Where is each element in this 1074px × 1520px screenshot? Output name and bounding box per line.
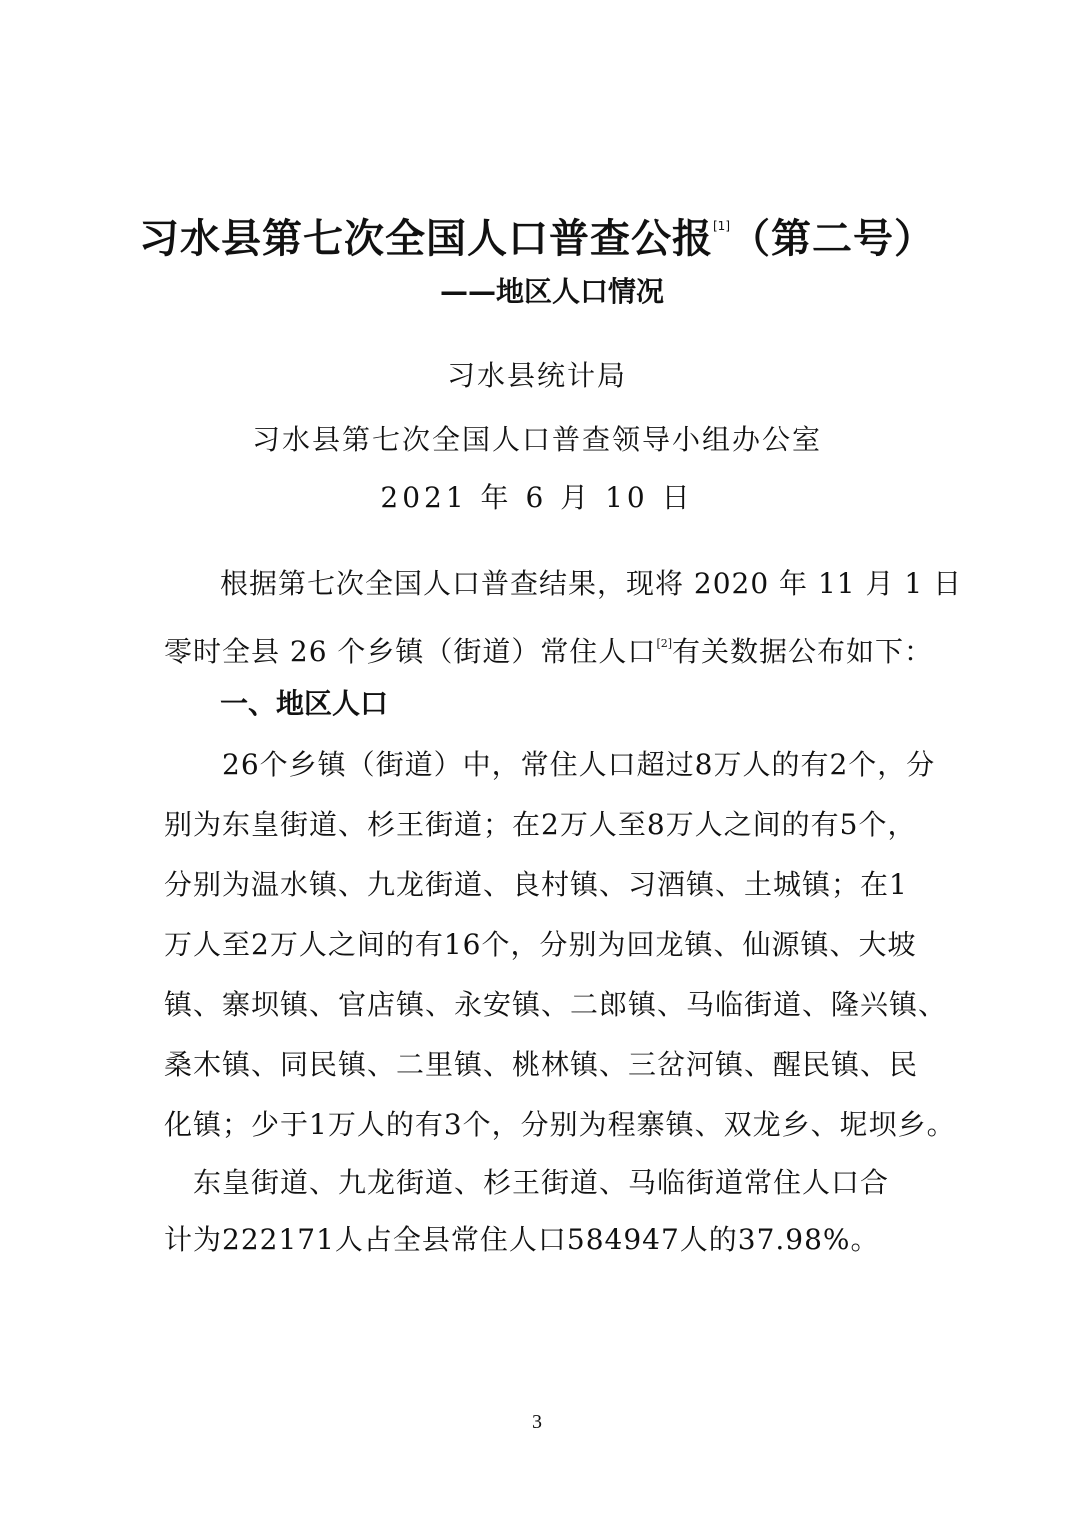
- title-text: 习水县第七次全国人口普查公报: [139, 216, 713, 262]
- section-heading: 一、地区人口: [220, 687, 389, 720]
- intro-line-2-a: 零时全县 26 个乡镇（街道）常住人口: [164, 635, 657, 668]
- document-subtitle: ——地区人口情况: [440, 275, 665, 308]
- page-number: 3: [532, 1411, 542, 1433]
- issuer-office: 习水县第七次全国人口普查领导小组办公室: [251, 423, 822, 456]
- publish-date: 2021 年 6 月 10 日: [380, 481, 694, 514]
- para1-line: 镇、寨坝镇、官店镇、永安镇、二郎镇、马临街道、隆兴镇、: [164, 988, 948, 1021]
- intro-line-2-b: 有关数据公布如下：: [672, 635, 934, 668]
- issuer-bureau: 习水县统计局: [446, 359, 627, 392]
- intro-line-1: 根据第七次全国人口普查结果，现将 2020 年 11 月 1 日: [220, 567, 963, 600]
- para2-line: 计为222171人占全县常住人口584947人的37.98%。: [164, 1223, 880, 1256]
- para1-line: 别为东皇街道、杉王街道；在2万人至8万人之间的有5个，: [164, 808, 917, 841]
- para1-line: 桑木镇、同民镇、二里镇、桃林镇、三岔河镇、醒民镇、民: [164, 1048, 919, 1081]
- para1-line: 万人至2万人之间的有16个，分别为回龙镇、仙源镇、大坡: [164, 928, 917, 961]
- intro-footnote-ref[interactable]: [2]: [656, 637, 673, 650]
- title-footnote-ref[interactable]: [1]: [713, 219, 730, 233]
- title-suffix: （第二号）: [730, 216, 935, 262]
- intro-line-2: [164, 624, 933, 672]
- para1-line: 26个乡镇（街道）中，常住人口超过8万人的有2个，分: [164, 748, 936, 781]
- para2-line: 东皇街道、九龙街道、杉王街道、马临街道常住人口合: [164, 1166, 890, 1199]
- para1-line: 分别为温水镇、九龙街道、良村镇、习酒镇、土城镇；在1: [164, 868, 908, 901]
- document-title: [0, 200, 1074, 265]
- para1-line: 化镇；少于1万人的有3个，分别为程寨镇、双龙乡、坭坝乡。: [164, 1108, 956, 1141]
